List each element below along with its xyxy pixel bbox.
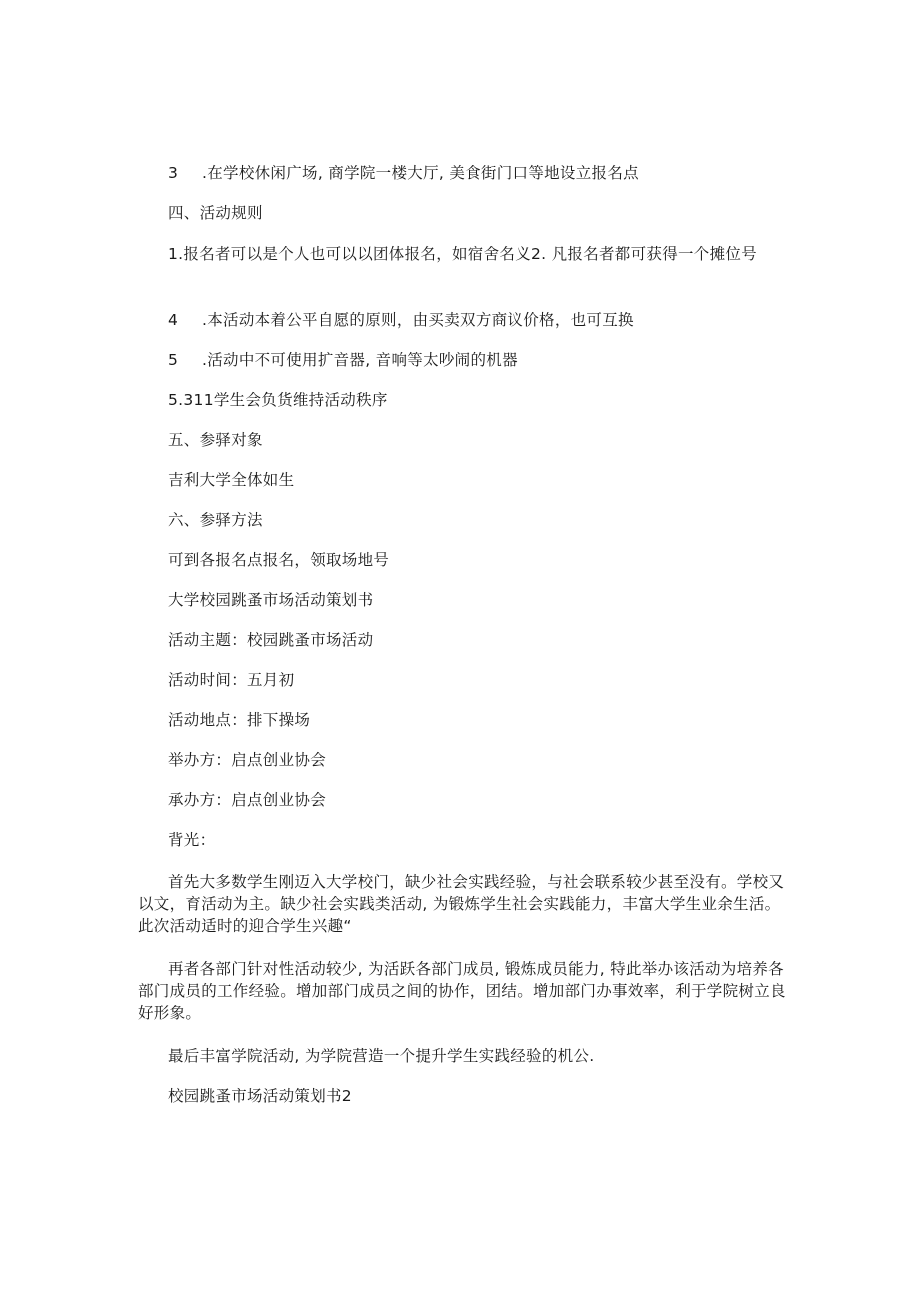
background-paragraph-1: 首先大多数学生刚迈入大学校门，缺少社会实践经验，与社会联系较少甚至没有。学校又以文，育活动为主。缺少社会实践类活动, 为锻炼学生社会实践能力，丰富大学生业余生活。此次活动适时的迎合学生兴趣“ [138, 873, 785, 935]
list-item-number: 3 [168, 164, 179, 182]
list-item-4 [168, 310, 634, 330]
list-item-number: 4 [168, 311, 179, 329]
list-item-3 [168, 163, 639, 183]
rule-item-1-text: 1.报名者可以是个人也可以以团体报名，如宿舍名义2. 凡报名者都可获得一个摊位号 [168, 245, 758, 263]
list-item-text: .在学校休闲广场, 商学院一楼大厅, 美食街门口等地设立报名点 [202, 164, 639, 182]
background-paragraph-3: 最后丰富学院活动, 为学院营造一个提升学生实践经验的机公. [168, 1047, 595, 1065]
activity-time: 活动时间：五月初 [168, 671, 295, 689]
list-item-number: 5 [168, 351, 179, 369]
activity-host: 举办方：启点创业协会 [168, 751, 327, 769]
list-item-5-311: 5.311学生会负货维持活动秩序 [168, 391, 388, 409]
activity-organizer: 承办方：启点创业协会 [168, 791, 327, 809]
background-label: 背光： [168, 831, 216, 849]
activity-theme: 活动主题：校园跳蚤市场活动 [168, 631, 374, 649]
section-heading-method: 六、参驿方法 [168, 511, 263, 529]
list-item-text: .活动中不可使用扩音器, 音响等太吵闹的机器 [202, 351, 518, 369]
activity-place: 活动地点：排下操场 [168, 711, 311, 729]
document-title-2: 校园跳蚤市场活动策划书2 [168, 1087, 352, 1105]
background-paragraph-2: 再者各部门针对性活动较少, 为活跃各部门成员, 锻炼成员能力, 特此举办该活动为培养各部门成员的工作经验。增加部门成员之间的协作，团结。增加部门办事效率，利于学院树立良好形象。 [138, 960, 786, 1022]
section-heading-participants: 五、参驿对象 [168, 431, 263, 449]
document-title: 大学校园跳蚤市场活动策划书 [168, 591, 374, 609]
rule-item-1 [168, 243, 788, 265]
list-item-5 [168, 350, 518, 370]
list-item-text: .本活动本着公平自愿的原则，由买卖双方商议价格，也可互换 [202, 311, 634, 329]
participants-text: 吉利大学全体如生 [168, 471, 295, 489]
section-heading-rules: 四、活动规则 [168, 204, 263, 222]
method-text: 可到各报名点报名，领取场地号 [168, 551, 390, 569]
